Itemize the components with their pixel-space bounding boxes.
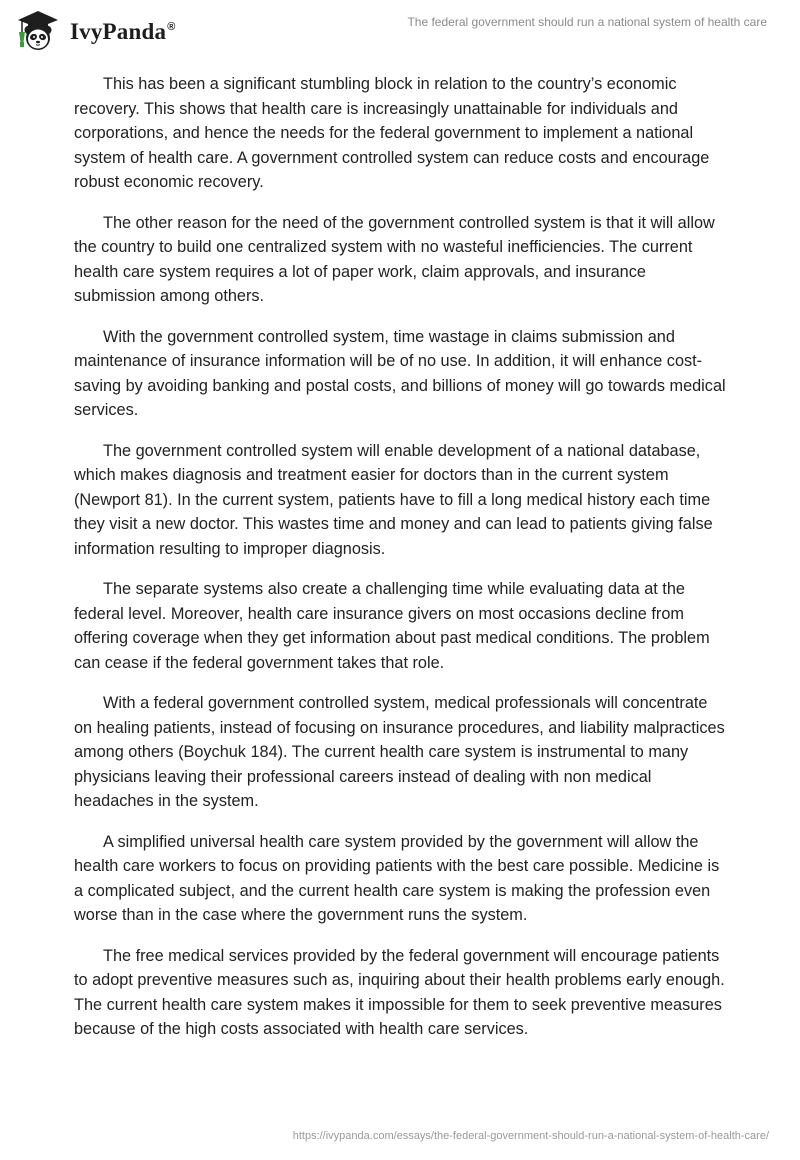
document-title: The federal government should run a national system of health care: [407, 15, 767, 29]
paragraph: The free medical services provided by the federal government will encourage patients to adopt preventive measures such as, inquiring about their health problems early enough. The current health care system makes it impossible for them to seek preventive measures because of the high costs associated with health care services.: [74, 946, 725, 1038]
source-url[interactable]: https://ivypanda.com/essays/the-federal-government-should-run-a-national-system-of-health-care/: [292, 1130, 769, 1142]
paragraph: A simplified universal health care system provided by the government will allow the health care workers to focus on providing patients with the best care possible. Medicine is a complicated subject, and the current health care system is making the profession even worse than in the case where the government runs the system.: [74, 832, 720, 924]
paragraph: The government controlled system will enable development of a national database, which makes diagnosis and treatment easier for doctors than in the current system (Newport 81). In the current system, patients have to fill a long medical history each time they visit a new doctor. This wastes time and money and can lead to patients giving false information resulting to improper diagnosis.: [74, 441, 713, 558]
brand-logo[interactable]: [14, 8, 176, 54]
paragraph: This has been a significant stumbling block in relation to the country’s economic recovery. This shows that health care is increasingly unattainable for individuals and corporations, and hence the needs for the federal government to implement a national system of health care. A government controlled system can reduce costs and encourage robust economic recovery.: [74, 75, 710, 191]
paragraph: The separate systems also create a challenging time while evaluating data at the federal level. Moreover, health care insurance givers on most occasions decline from offering coverage when they get information about past medical conditions. The problem can cease if the federal government takes that role.: [74, 580, 710, 672]
registered-mark: ®: [167, 21, 176, 34]
paragraph: The other reason for the need of the government controlled system is that it will allow the country to build one centralized system with no wasteful inefficiencies. The current health care system requires a lot of paper work, claim approvals, and insurance submission among others.: [74, 213, 715, 305]
page-header: [0, 0, 800, 60]
brand-name: IvyPanda®: [70, 19, 176, 44]
paragraph: With a federal government controlled system, medical professionals will concentrate on healing patients, instead of focusing on insurance procedures, and liability malpractices among others (Boychuk 184). The current health care system is instrumental to many physicians leaving their professional careers instead of dealing with non medical headaches in the system.: [74, 694, 725, 810]
paragraph: With the government controlled system, time wastage in claims submission and maintenance of insurance information will be of no use. In addition, it will enhance cost-saving by avoiding banking and postal costs, and billions of money will go towards medical services.: [74, 327, 726, 419]
essay-body: [74, 72, 726, 1058]
panda-graduation-cap-icon: [14, 8, 62, 54]
